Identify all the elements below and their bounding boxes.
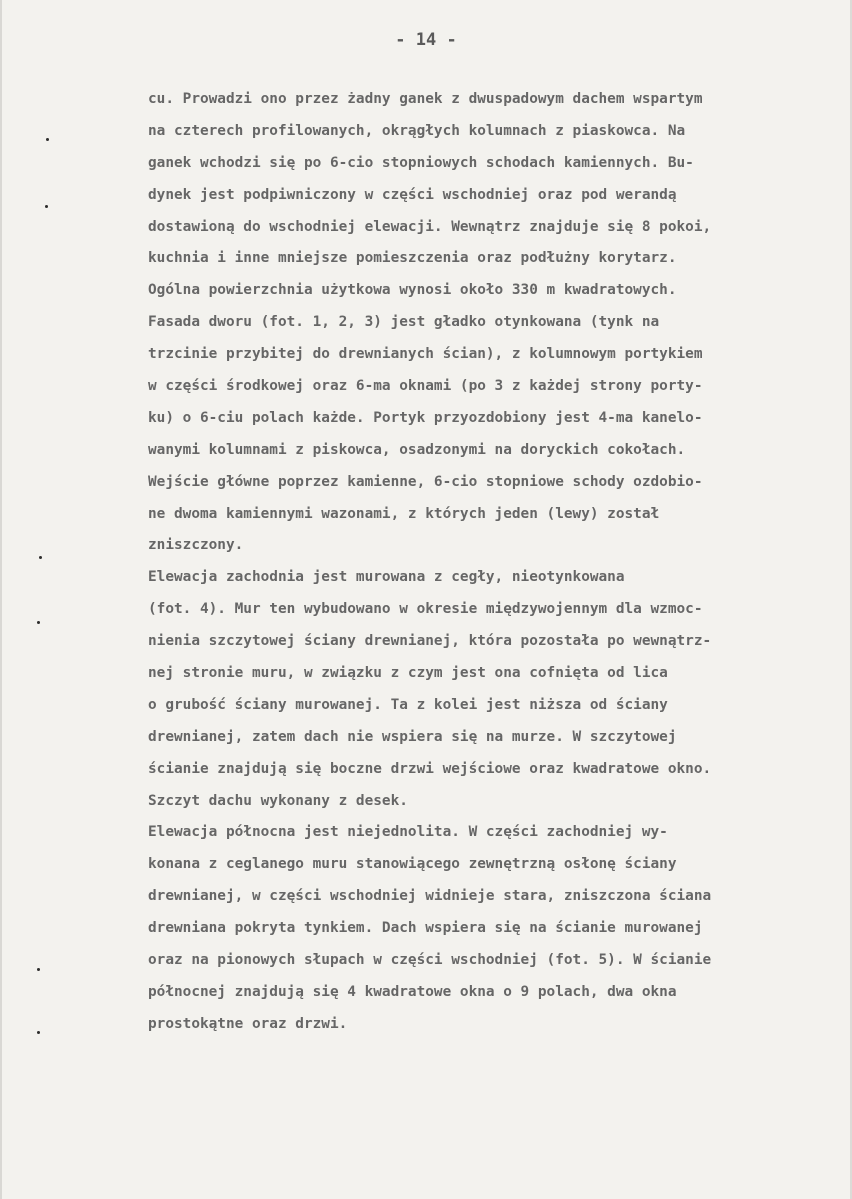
text-line: północnej znajdują się 4 kwadratowe okna o 9 polach, dwa okna: [148, 983, 677, 1000]
text-line: oraz na pionowych słupach w części wschodniej (fot. 5). W ścianie: [148, 952, 712, 969]
text-line: drewnianej, w części wschodniej widnieje stara, zniszczona ściana: [148, 888, 712, 905]
text-line: zniszczony.: [148, 537, 244, 554]
text-line: cu. Prowadzi ono przez żadny ganek z dwuspadowym dachem wspartym: [148, 91, 703, 107]
text-line: nienia szczytowej ściany drewnianej, która pozostała po wewnątrz-: [148, 633, 712, 650]
text-line: ganek wchodzi się po 6-cio stopniowych schodach kamiennych. Bu-: [148, 154, 694, 171]
text-line: ścianie znajdują się boczne drzwi wejściowe oraz kwadratowe okno.: [148, 760, 712, 777]
text-line: wanymi kolumnami z piskowca, osadzonymi na doryckich cokołach.: [148, 441, 686, 458]
text-line: Elewacja zachodnia jest murowana z cegły, nieotynkowana: [148, 569, 625, 586]
scan-speck: [37, 1031, 40, 1034]
text-line: trzcinie przybitej do drewnianych ścian), z kolumnowym portykiem: [148, 346, 703, 363]
text-line: prostokątne oraz drzwi.: [148, 1015, 348, 1032]
text-line: (fot. 4). Mur ten wybudowano w okresie międzywojennym dla wzmoc-: [148, 601, 703, 618]
text-line: nej stronie muru, w związku z czym jest ona cofnięta od lica: [148, 665, 668, 682]
scan-speck: [37, 968, 40, 971]
text-line: Fasada dworu (fot. 1, 2, 3) jest gładko otynkowana (tynk na: [148, 314, 660, 331]
body-text: [148, 84, 838, 1041]
text-line: na czterech profilowanych, okrągłych kolumnach z piaskowca. Na: [148, 122, 686, 139]
text-line: drewniana pokryta tynkiem. Dach wspiera się na ścianie murowanej: [148, 920, 703, 937]
text-line: dostawioną do wschodniej elewacji. Wewnątrz znajduje się 8 pokoi,: [148, 218, 712, 235]
scan-speck: [45, 205, 48, 208]
text-line: Ogólna powierzchnia użytkowa wynosi około 330 m kwadratowych.: [148, 282, 677, 299]
scan-speck: [46, 138, 49, 141]
page-number: - 14 -: [395, 30, 457, 50]
text-line: drewnianej, zatem dach nie wspiera się na murze. W szczytowej: [148, 728, 677, 745]
scan-speck: [39, 556, 42, 559]
text-line: konana z ceglanego muru stanowiącego zewnętrzną osłonę ściany: [148, 856, 677, 873]
text-line: kuchnia i inne mniejsze pomieszczenia oraz podłużny korytarz.: [148, 250, 677, 267]
text-line: Wejście główne poprzez kamienne, 6-cio stopniowe schody ozdobio-: [148, 473, 703, 490]
text-line: ku) o 6-ciu polach każde. Portyk przyozdobiony jest 4-ma kanelo-: [148, 409, 703, 426]
text-line: o grubość ściany murowanej. Ta z kolei jest niższa od ściany: [148, 696, 668, 713]
text-line: dynek jest podpiwniczony w części wschodniej oraz pod werandą: [148, 186, 677, 203]
text-line: w części środkowej oraz 6-ma oknami (po 3 z każdej strony porty-: [148, 378, 703, 395]
text-line: Elewacja północna jest niejednolita. W części zachodniej wy-: [148, 824, 668, 841]
text-line: Szczyt dachu wykonany z desek.: [148, 792, 408, 809]
scan-speck: [37, 621, 40, 624]
text-line: ne dwoma kamiennymi wazonami, z których jeden (lewy) został: [148, 505, 660, 522]
